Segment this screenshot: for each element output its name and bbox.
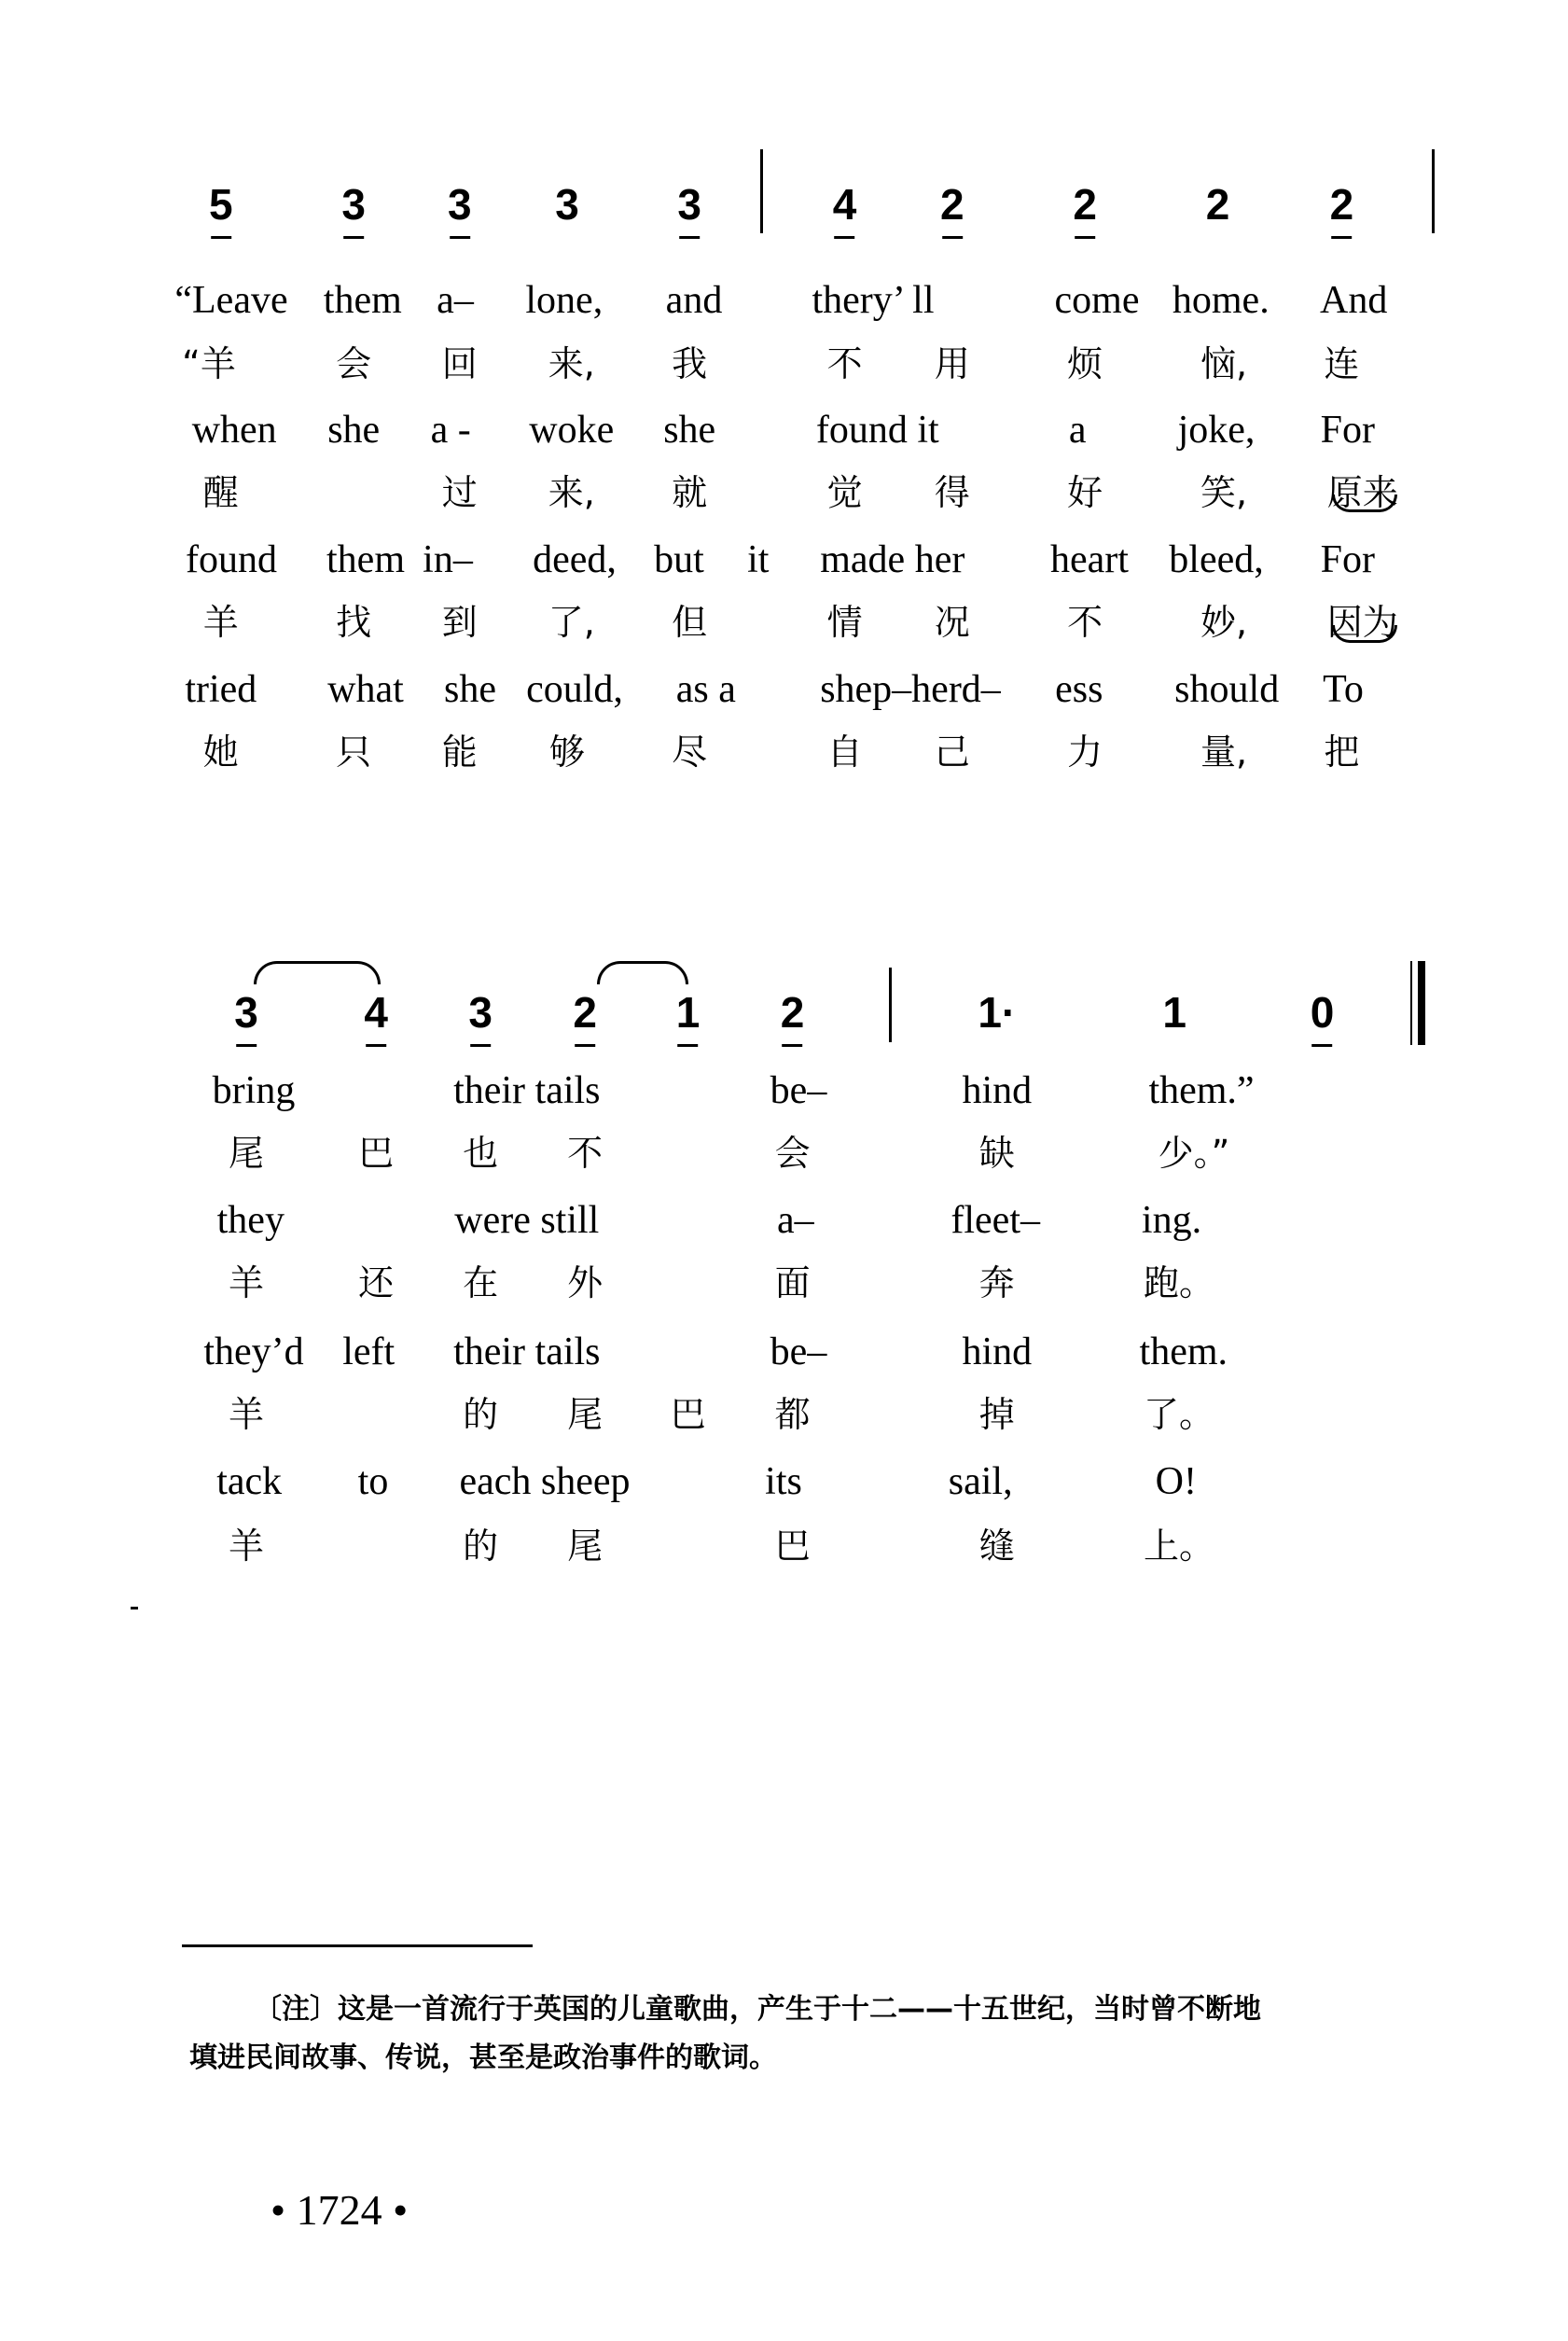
lyric-english: their tails [453, 1069, 601, 1112]
lyric-english: to [357, 1460, 389, 1503]
stray-mark [131, 1607, 138, 1609]
lyric-english: lone, [525, 279, 604, 322]
lyric-chinese: 奔 [978, 1262, 1015, 1303]
lyric-chinese: 醒 [202, 472, 239, 513]
note: 4 [364, 988, 388, 1037]
lyric-english: hind [962, 1331, 1033, 1373]
lyric-english: To [1323, 668, 1364, 711]
note: 2 [573, 988, 597, 1037]
lyric-english: bleed, [1169, 538, 1264, 581]
note: 2 [1329, 180, 1354, 229]
lyric-chinese: 回 [441, 343, 478, 384]
lyric-english: tack [216, 1460, 283, 1503]
final-barline-thin [1410, 961, 1412, 1045]
lyric-english: each sheep [459, 1460, 631, 1503]
lyric-english: For [1320, 538, 1375, 581]
lyric-chinese: 不 [1067, 602, 1103, 643]
lyric-chinese: 都 [774, 1394, 811, 1435]
lyric-chinese: 掉 [978, 1394, 1015, 1435]
lyric-english: found it [815, 409, 939, 452]
lyric-english: home. [1172, 279, 1270, 322]
lyric-english: left [342, 1331, 395, 1373]
lyric-english: it [747, 538, 770, 581]
lyric-chinese: 了。 [1143, 1394, 1215, 1435]
lyric-chinese: 我 [672, 343, 708, 384]
lyric-chinese: 尽 [672, 732, 708, 773]
note: 3 [234, 988, 258, 1037]
lyric-english: ing. [1141, 1199, 1202, 1242]
lyric-chinese: 己 [934, 732, 970, 773]
lyric-english: they [216, 1199, 284, 1242]
lyric-english: them. [1139, 1331, 1228, 1373]
lyric-chinese: 到 [441, 602, 478, 643]
lyric-chinese: 羊 [202, 602, 239, 643]
tie-under-lyric [1332, 625, 1397, 643]
lyric-english: them [326, 538, 405, 581]
lyric-chinese: 来, [548, 472, 595, 513]
note: 4 [832, 180, 857, 229]
barline [760, 149, 763, 233]
lyric-english: shep–herd– [820, 668, 1001, 711]
lyric-english: should [1174, 668, 1280, 711]
lyric-english: they’d [203, 1331, 304, 1373]
lyric-chinese: 量, [1200, 732, 1248, 773]
lyric-chinese: 缝 [978, 1526, 1015, 1567]
lyric-english: thery’ ll [812, 279, 935, 322]
note: 5 [209, 180, 233, 229]
note: 1 [675, 988, 701, 1037]
lyric-english: a - [430, 409, 471, 452]
slur [597, 961, 688, 984]
lyric-chinese: 巴 [774, 1526, 811, 1567]
lyric-chinese: 尾 [567, 1526, 604, 1567]
lyric-chinese: 只 [336, 732, 372, 773]
tie-under-lyric [1332, 495, 1397, 512]
lyric-chinese: 了, [548, 602, 595, 643]
lyric-english: but [654, 538, 704, 581]
lyric-english: a– [437, 279, 474, 322]
lyric-chinese: 笑, [1200, 472, 1248, 513]
lyric-english: made her [820, 538, 965, 581]
lyric-english: “Leave [174, 279, 288, 322]
lyric-chinese: 妙, [1200, 602, 1248, 643]
lyric-chinese: 也 [463, 1133, 499, 1174]
lyric-chinese: 原来 [1326, 472, 1398, 513]
lyric-english: were still [454, 1199, 600, 1242]
final-barline-thick [1418, 961, 1425, 1045]
lyric-chinese: 上。 [1143, 1526, 1215, 1567]
lyric-chinese: 连 [1324, 343, 1360, 384]
lyric-english: deed, [533, 538, 617, 581]
lyric-chinese: 烦 [1067, 343, 1103, 384]
lyric-english: a– [776, 1199, 814, 1242]
lyric-chinese: 尾 [228, 1133, 265, 1174]
lyric-english: heart [1050, 538, 1129, 581]
lyric-english: woke [529, 409, 615, 452]
lyric-chinese: 找 [336, 602, 372, 643]
note: 3 [677, 180, 701, 229]
lyric-chinese: 会 [336, 343, 372, 384]
lyric-chinese: 能 [441, 732, 478, 773]
lyric-chinese: 不 [567, 1133, 604, 1174]
lyric-chinese: 过 [441, 472, 478, 513]
lyric-english: what [327, 668, 404, 711]
lyric-chinese: 自 [826, 732, 863, 773]
lyric-chinese: 羊 [228, 1526, 265, 1567]
lyric-english: tried [185, 668, 257, 711]
lyric-chinese: 把 [1324, 732, 1360, 773]
lyric-chinese: 少。” [1158, 1133, 1230, 1174]
lyric-chinese: 会 [774, 1133, 811, 1174]
lyric-english: she [327, 409, 381, 452]
lyric-chinese: 她 [202, 732, 239, 773]
lyric-english: And [1320, 279, 1388, 322]
lyric-chinese: 羊 [228, 1262, 265, 1303]
barline [889, 968, 892, 1042]
lyric-chinese: 况 [934, 602, 970, 643]
lyric-chinese: 好 [1067, 472, 1103, 513]
lyric-chinese: 的 [463, 1394, 499, 1435]
note: 3 [468, 988, 493, 1037]
lyric-chinese: 就 [672, 472, 708, 513]
lyric-english: ess [1055, 668, 1103, 711]
footnote-line-2: 填进民间故事、传说，甚至是政治事件的歌词。 [189, 2041, 777, 2074]
lyric-english: O! [1155, 1460, 1197, 1503]
lyric-english: them [323, 279, 402, 322]
barline [1432, 149, 1435, 233]
lyric-chinese: 不 [826, 343, 863, 384]
lyric-chinese: 力 [1067, 732, 1103, 773]
lyric-english: joke, [1177, 409, 1256, 452]
slur [254, 961, 381, 984]
lyric-chinese: 跑。 [1143, 1262, 1215, 1303]
lyric-chinese: 觉 [826, 472, 863, 513]
note: 2 [940, 180, 964, 229]
lyric-english: their tails [453, 1331, 601, 1373]
lyric-english: sail, [948, 1460, 1013, 1503]
note: 2 [1205, 180, 1230, 229]
lyric-english: and [665, 279, 723, 322]
lyric-english: be– [770, 1069, 827, 1112]
note: 3 [341, 180, 366, 229]
lyric-chinese: 因为 [1326, 602, 1398, 643]
lyric-english: she [444, 668, 496, 711]
lyric-english: found [186, 538, 277, 581]
note: 2 [1073, 180, 1097, 229]
lyric-english: fleet– [951, 1199, 1040, 1242]
lyric-english: bring [212, 1069, 296, 1112]
lyric-english: when [191, 409, 277, 452]
note: 3 [555, 180, 579, 229]
lyric-chinese: 但 [672, 602, 708, 643]
lyric-chinese: 巴 [358, 1133, 395, 1174]
lyric-english: For [1320, 409, 1375, 452]
lyric-english: them.” [1148, 1069, 1255, 1112]
lyric-chinese: 恼, [1200, 343, 1248, 384]
lyric-english: hind [962, 1069, 1033, 1112]
lyric-chinese: “羊 [182, 343, 236, 384]
lyric-chinese: 缺 [978, 1133, 1015, 1174]
lyric-english: a [1068, 409, 1087, 452]
lyric-chinese: 的 [463, 1526, 499, 1567]
lyric-chinese: 在 [463, 1262, 499, 1303]
lyric-english: in– [423, 538, 473, 581]
lyric-english: as a [675, 668, 736, 711]
lyric-chinese: 用 [934, 343, 970, 384]
lyric-chinese: 外 [567, 1262, 604, 1303]
footnote-line-1: 〔注〕这是一首流行于英国的儿童歌曲，产生于十二——十五世纪，当时曾不断地 [254, 1993, 1261, 2026]
note: 0 [1310, 988, 1335, 1037]
lyric-chinese: 羊 [228, 1394, 265, 1435]
lyric-english: could, [526, 668, 623, 711]
note: 1· [978, 988, 1017, 1037]
lyric-chinese: 巴 [670, 1394, 706, 1435]
lyric-english: she [663, 409, 716, 452]
note: 2 [780, 988, 805, 1037]
lyric-chinese: 来, [548, 343, 595, 384]
note: 1 [1162, 988, 1186, 1037]
lyric-chinese: 还 [358, 1262, 395, 1303]
lyric-chinese: 得 [934, 472, 970, 513]
lyric-english: be– [770, 1331, 827, 1373]
page-number: • 1724 • [271, 2186, 409, 2234]
lyric-chinese: 情 [826, 602, 863, 643]
lyric-english: its [765, 1460, 802, 1503]
lyric-chinese: 尾 [567, 1394, 604, 1435]
lyric-chinese: 面 [774, 1262, 811, 1303]
footnote-divider [182, 1944, 533, 1947]
note: 3 [448, 180, 472, 229]
lyric-chinese: 够 [548, 732, 586, 773]
lyric-english: come [1054, 279, 1140, 322]
